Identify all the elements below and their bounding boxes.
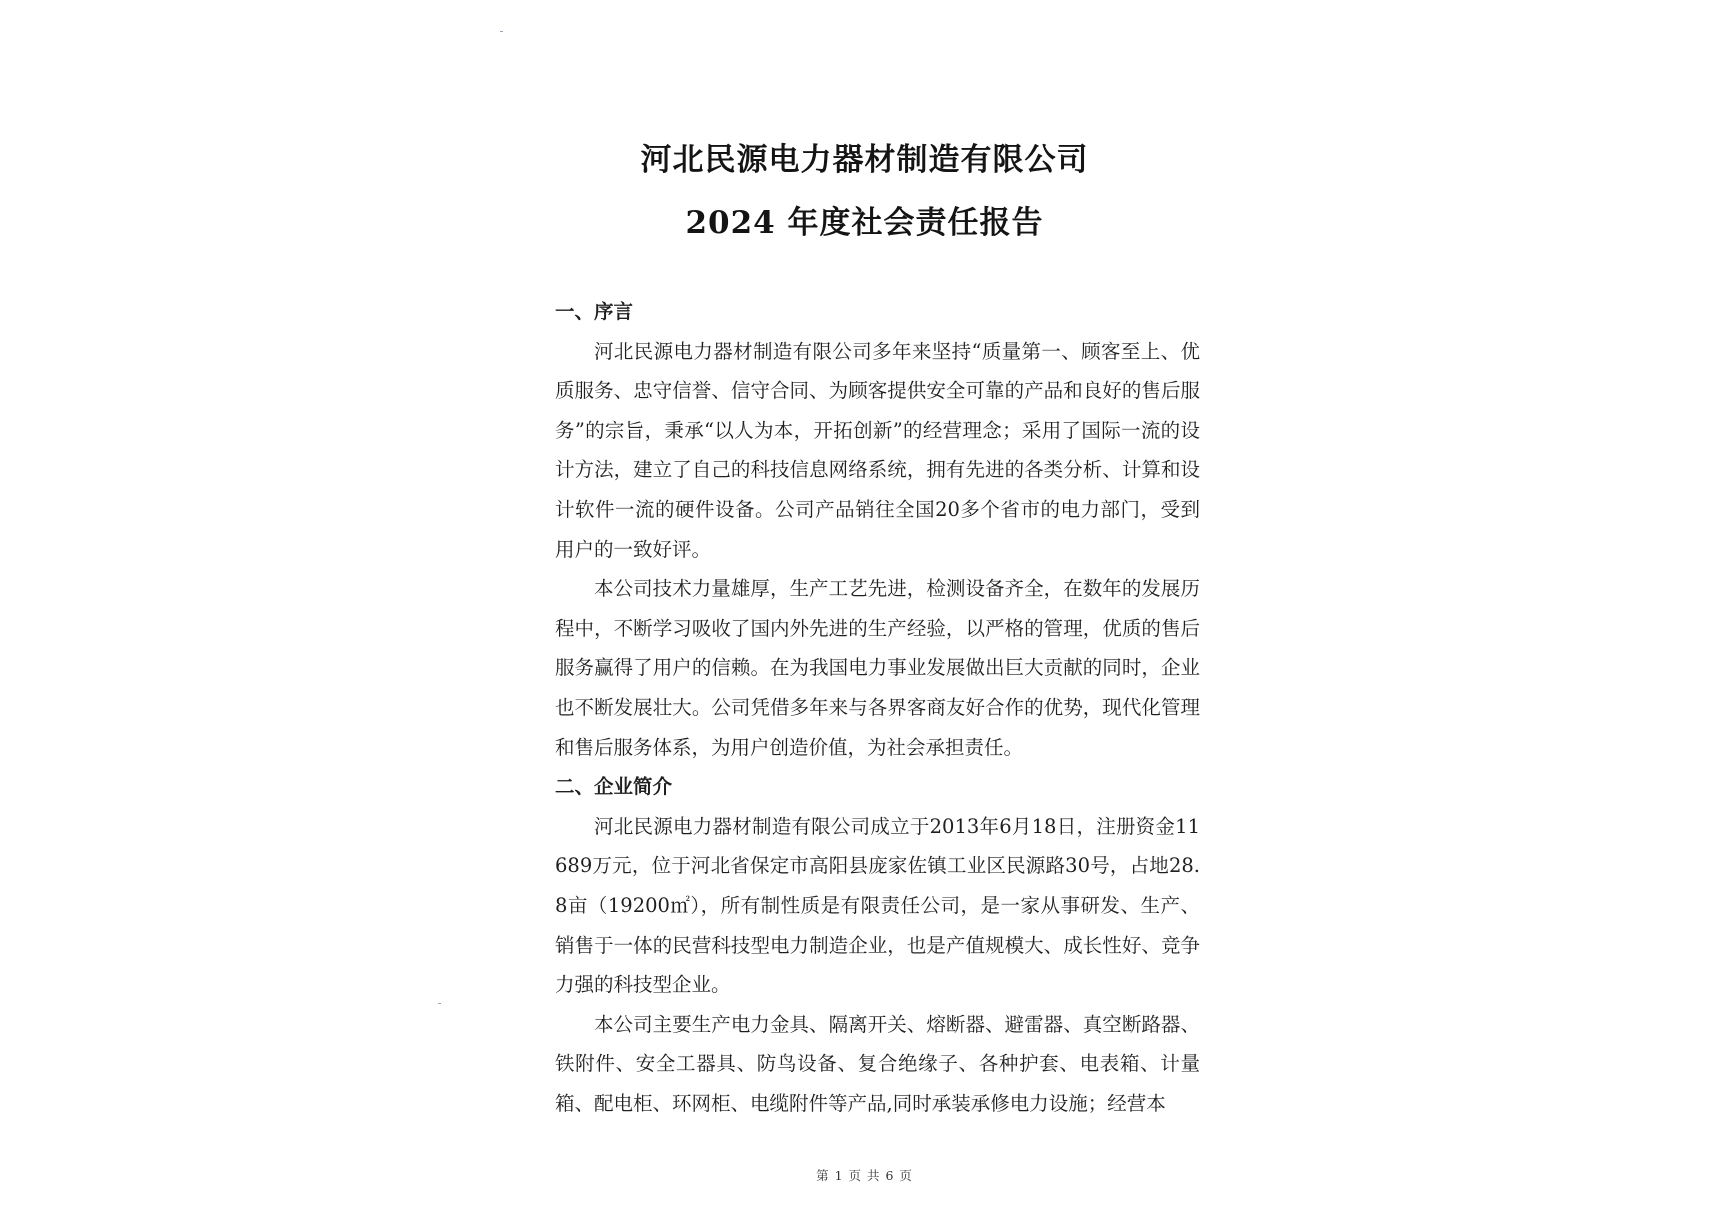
document-title-report: 2024 年度社会责任报告 <box>685 205 1044 241</box>
scan-speck <box>500 31 503 32</box>
page-footer: 第 1 页 共 6 页 <box>816 1168 913 1183</box>
section-heading: 一、序言 <box>555 300 634 323</box>
section-company-profile <box>555 767 1200 1123</box>
scan-speck <box>438 1003 441 1004</box>
paragraph: 本公司技术力量雄厚，生产工艺先进，检测设备齐全，在数年的发展历程中，不断学习吸收了国内外先进的生产经验，以严格的管理，优质的售后服务赢得了用户的信赖。在为我国电力事业发展做出巨大贡献的同时，企业也不断发展壮大。公司凭借多年来与各界客商友好合作的优势，现代化管理和售后服务体系，为用户创造价值，为社会承担责任。 <box>555 577 1200 759</box>
document-body <box>555 292 1200 1123</box>
section-heading: 二、企业简介 <box>555 775 673 799</box>
paragraph: 本公司主要生产电力金具、隔离开关、熔断器、避雷器、真空断路器、铁附件、安全工器具、防鸟设备、复合绝缘子、各种护套、电表箱、计量箱、配电柜、环网柜、电缆附件等产品,同时承装承修电力设施；经营本 <box>555 1012 1200 1115</box>
document-title-company: 河北民源电力器材制造有限公司 <box>640 142 1089 178</box>
paragraph: 河北民源电力器材制造有限公司成立于2013年6月18日，注册资金11689万元，位于河北省保定市高阳县庞家佐镇工业区民源路30号，占地28.8亩（19200㎡），所有制性质是有限责任公司，是一家从事研发、生产、销售于一体的民营科技型电力制造企业，也是产值规模大、成长性好、竞争力强的科技型企业。 <box>555 814 1200 997</box>
paragraph: 河北民源电力器材制造有限公司多年来坚持“质量第一、顾客至上、优质服务、忠守信誉、信守合同、为顾客提供安全可靠的产品和良好的售后服务”的宗旨，秉承“以人为本，开拓创新”的经营理念；采用了国际一流的设计方法，建立了自己的科技信息网络系统，拥有先进的各类分析、计算和设计软件一流的硬件设备。公司产品销往全国20多个省市的电力部门，受到用户的一致好评。 <box>555 339 1200 561</box>
section-preface <box>555 292 1200 767</box>
